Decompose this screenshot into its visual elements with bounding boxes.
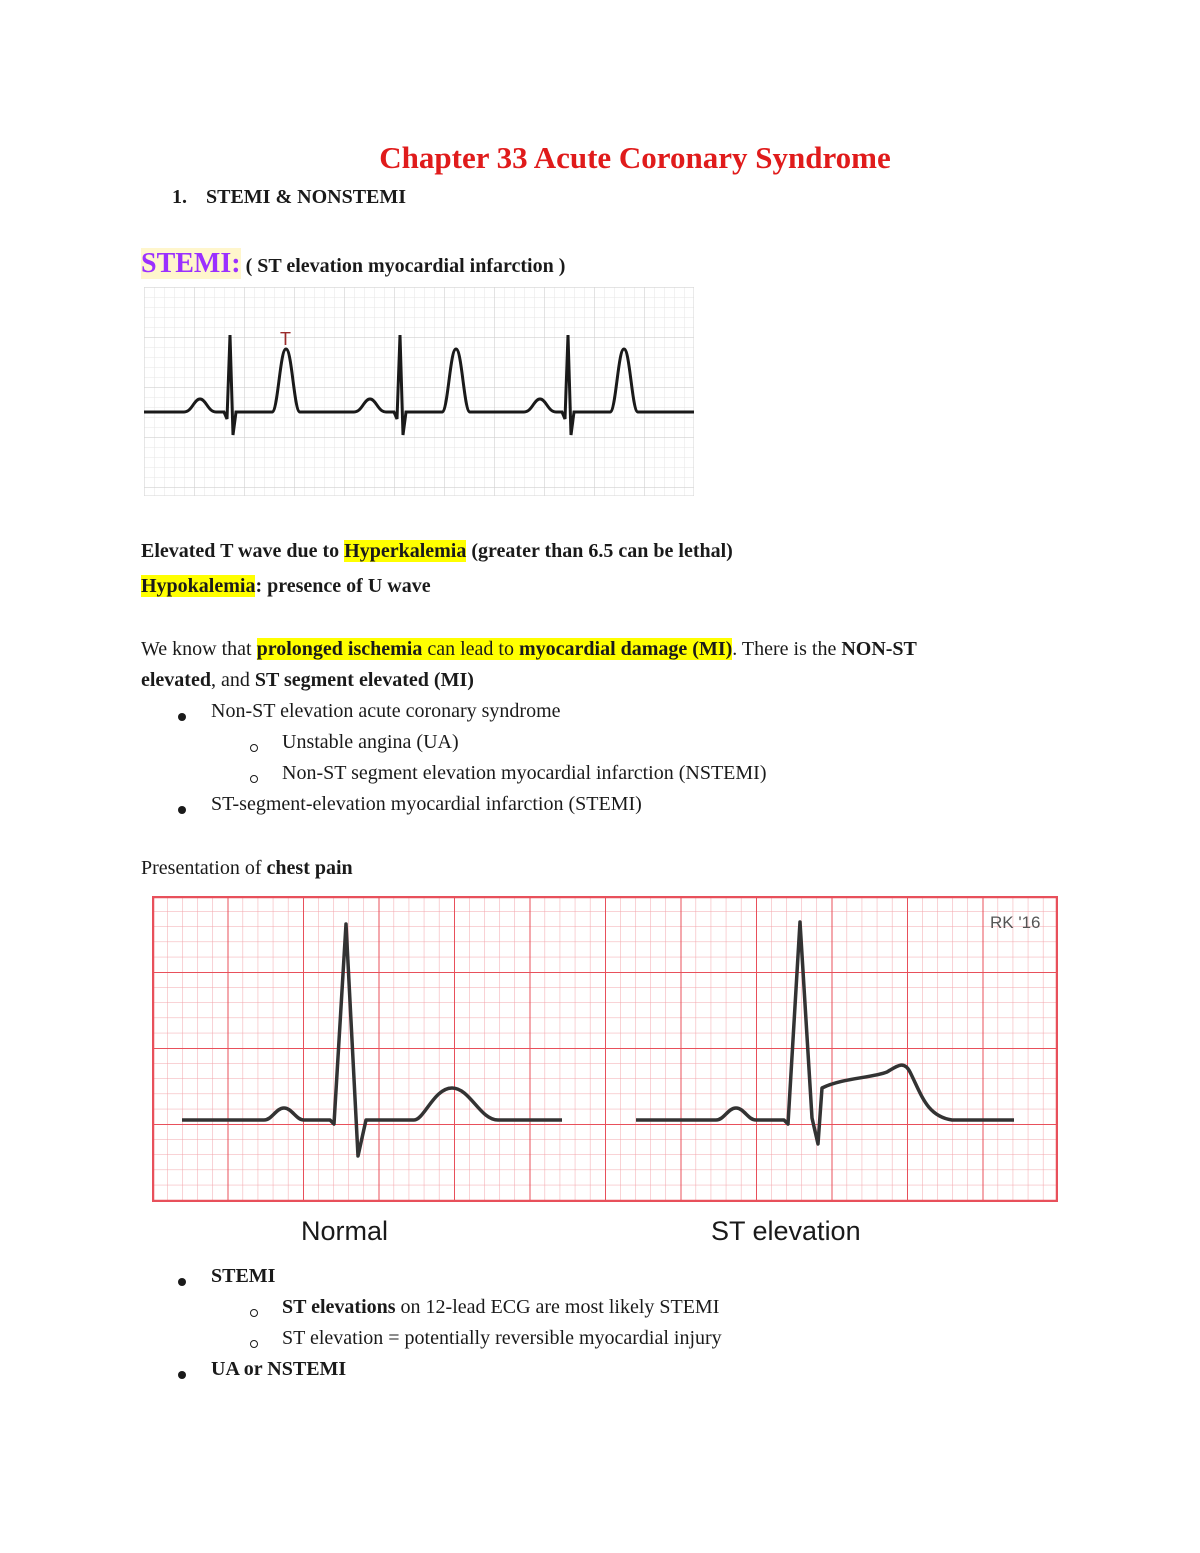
hyperkalemia-highlight: Hyperkalemia [344, 540, 467, 562]
list-item: Non-ST elevation acute coronary syndrome [211, 700, 561, 722]
bullet-circle-icon [250, 1335, 258, 1353]
para-text: . There is the [732, 638, 842, 660]
stemi-definition: ( ST elevation myocardial infarction ) [245, 255, 566, 277]
bullet-disc-icon [178, 1273, 186, 1291]
bullet-circle-icon [250, 739, 258, 757]
list-item: UA or NSTEMI [211, 1358, 347, 1380]
non-st-bold: NON-ST [841, 638, 917, 660]
st-segment-bold: ST segment elevated (MI) [254, 669, 474, 691]
para-text: We know that [141, 638, 257, 660]
ischemia-paragraph-line1 [141, 638, 917, 661]
hypokalemia-line [141, 575, 431, 598]
prolonged-ischemia-highlight: prolonged ischemia [256, 638, 423, 660]
bullet-circle-icon [250, 1304, 258, 1322]
hypo-post: : presence of U wave [255, 575, 431, 597]
page-title: Chapter 33 Acute Coronary Syndrome [379, 140, 891, 175]
presentation-pre: Presentation of [141, 857, 267, 879]
hyper-pre: Elevated T wave due to [141, 540, 345, 562]
numbered-item-1 [172, 186, 406, 209]
list-item-text: on 12-lead ECG are most likely STEMI [395, 1296, 720, 1318]
bullet-disc-icon [178, 801, 186, 819]
list-number: 1. [172, 186, 187, 208]
list-item: STEMI [211, 1265, 276, 1287]
list-item: Non-ST segment elevation myocardial infarction (NSTEMI) [282, 762, 767, 784]
st-elevation-label: ST elevation [711, 1216, 861, 1246]
stemi-word: STEMI: [141, 248, 241, 279]
para-highlight-mid: can lead to [422, 638, 519, 660]
signature: RK '16 [990, 913, 1041, 932]
presentation-line [141, 857, 353, 880]
list-item: ST-segment-elevation myocardial infarction (STEMI) [211, 793, 642, 815]
list-text: STEMI & NONSTEMI [206, 186, 407, 208]
hyperkalemia-line [141, 540, 733, 563]
hyper-post: (greater than 6.5 can be lethal) [466, 540, 733, 562]
elevated-bold: elevated [141, 669, 211, 691]
ecg-strip-t-wave [144, 287, 694, 496]
normal-label: Normal [301, 1216, 389, 1246]
ischemia-paragraph-line2 [141, 669, 474, 692]
bullet-circle-icon [250, 770, 258, 788]
t-wave-label: T [280, 329, 291, 349]
list-item: ST elevation = potentially reversible myocardial injury [282, 1327, 722, 1349]
para-text: , and [210, 669, 255, 691]
myocardial-damage-highlight: myocardial damage (MI) [518, 638, 733, 660]
bullet-disc-icon [178, 1366, 186, 1384]
list-item [282, 1296, 719, 1319]
st-elevations-bold: ST elevations [282, 1296, 396, 1318]
hypokalemia-highlight: Hypokalemia [141, 575, 256, 597]
bullet-disc-icon [178, 708, 186, 726]
chest-pain-bold: chest pain [266, 857, 353, 879]
stemi-heading [141, 248, 565, 280]
list-item: Unstable angina (UA) [282, 731, 459, 753]
ecg-comparison-image [152, 896, 1058, 1202]
